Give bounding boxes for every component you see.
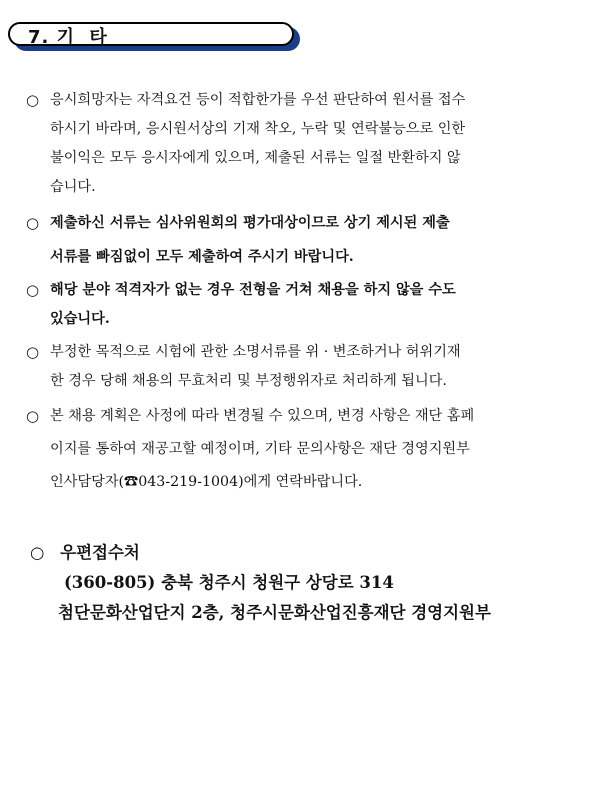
- item-line: 있습니다.: [50, 311, 110, 327]
- mail-receipt-section: [30, 539, 491, 622]
- bullet-circle: ○: [30, 543, 45, 562]
- bullet-circle: ○: [26, 407, 40, 425]
- bullet-circle: ○: [26, 91, 40, 109]
- bullet-circle: ○: [26, 214, 40, 232]
- item-line-contact: 인사담당자(☎043-219-1004)에게 연락바랍니다.: [50, 474, 363, 490]
- item-line: 본 채용 계획은 사정에 따라 변경될 수 있으며, 변경 사항은 재단 홈페: [50, 408, 475, 424]
- item-line: 불이익은 모두 응시자에게 있으며, 제출된 서류는 일절 반환하지 않: [50, 150, 461, 166]
- item-line: 한 경우 당해 채용의 무효처리 및 부정행위자로 처리하게 됩니다.: [50, 373, 447, 389]
- item-line: 응시희망자는 자격요건 등이 적합한가를 우선 판단하여 원서를 접수: [50, 92, 466, 108]
- notice-item-no-qualified: [26, 276, 614, 334]
- bullet-circle: ○: [26, 281, 40, 299]
- item-line: 하시기 바라며, 응시원서상의 기재 착오, 누락 및 연락불능으로 인한: [50, 121, 466, 137]
- mail-address-line2: 첨단문화산업단지 2층, 청주시문화산업진흥재단 경영지원부: [58, 603, 491, 622]
- section-header: [8, 22, 300, 50]
- notice-item-documents: [26, 206, 614, 274]
- mail-address-line1: (360-805) 충북 청주시 청원구 상당로 314: [64, 573, 394, 592]
- mail-heading: 우편접수처: [60, 543, 140, 562]
- item-line: 해당 분야 적격자가 없는 경우 전형을 거쳐 채용을 하지 않을 수도: [50, 282, 456, 298]
- notice-item-fraud: [26, 338, 614, 396]
- bullet-circle: ○: [26, 343, 40, 361]
- item-line: 제출하신 서류는 심사위원회의 평가대상이므로 상기 제시된 제출: [50, 215, 450, 231]
- notice-item-application: [26, 86, 614, 202]
- section-title: [28, 23, 108, 49]
- item-line: 서류를 빠짐없이 모두 제출하여 주시기 바랍니다.: [50, 249, 354, 265]
- notice-item-plan-change: [26, 400, 614, 499]
- section-number: 7.: [28, 27, 50, 48]
- section-title-part2: 타: [89, 27, 108, 48]
- item-line: 이지를 통하여 재공고할 예정이며, 기타 문의사항은 재단 경영지원부: [50, 441, 470, 457]
- item-line: 습니다.: [50, 179, 96, 195]
- item-line: 부정한 목적으로 시험에 관한 소명서류를 위 · 변조하거나 허위기재: [50, 344, 461, 360]
- section-title-part1: 기: [56, 27, 83, 48]
